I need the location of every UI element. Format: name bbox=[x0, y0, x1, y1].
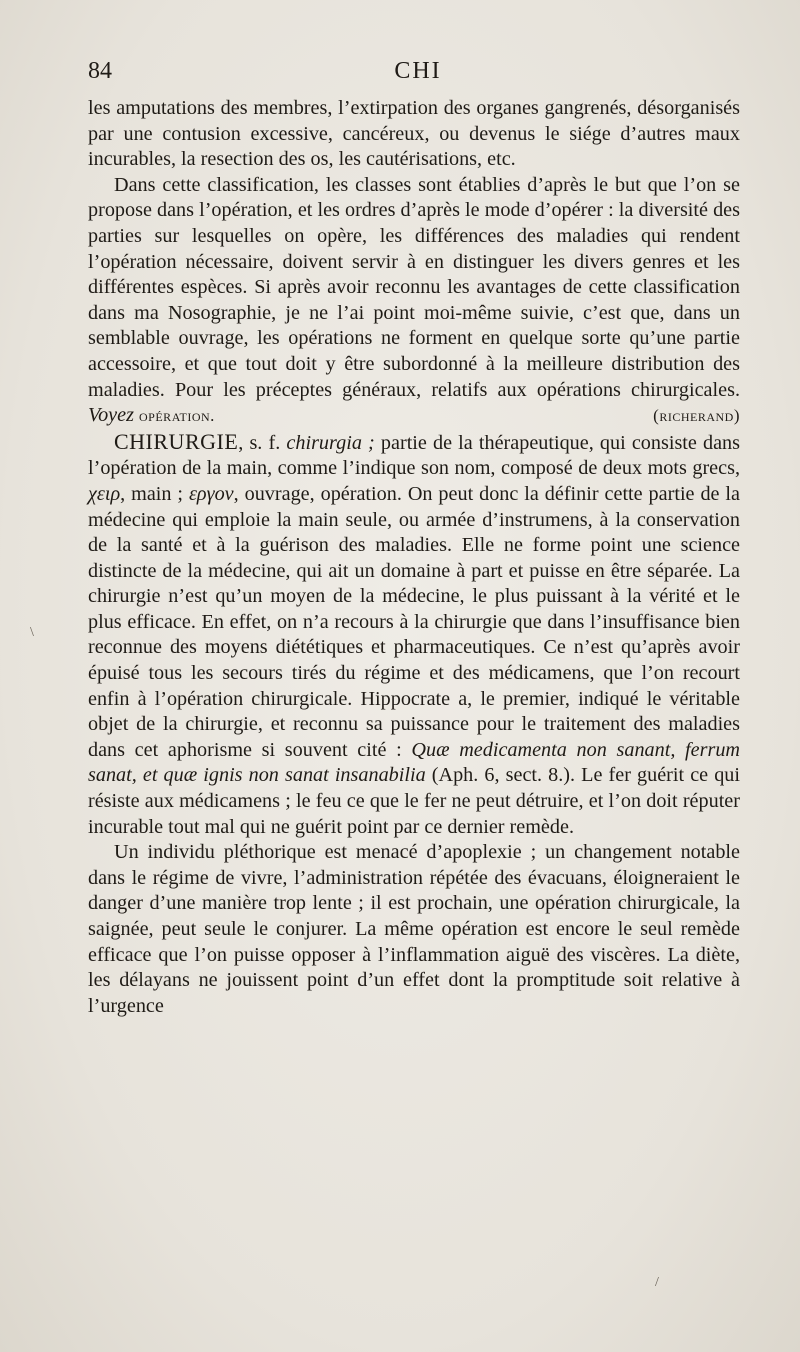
running-head: CHI bbox=[394, 58, 442, 84]
latin-aphorism: Quæ medicamenta non sanant, ferrum sanat, et quæ ignis non sanat insanabilia bbox=[88, 738, 741, 787]
cross-reference-target: opération. bbox=[139, 406, 215, 426]
paragraph-2 bbox=[88, 173, 740, 429]
paper-speck: \ bbox=[30, 625, 34, 640]
part-of-speech: , s. f. bbox=[238, 431, 281, 454]
greek-word-work: εργον bbox=[188, 482, 234, 505]
entry-text-b: , main ; bbox=[120, 482, 184, 505]
entry-term: CHIRURGIE bbox=[114, 428, 239, 454]
page-header bbox=[88, 58, 748, 92]
paragraph-2-text: Dans cette classification, les classes sont établies d’après le but que l’on se propose dans l’opération, et les ordres d’après le mode d’opérer : la diversité des parties sur lesquelles on opère, les différences des maladies qui rendent l’opération nécessaire, doivent servir à en distinguer les divers genres et les différentes espèces. Si après avoir reconnu les avantages de cette classification dans ma Nosographie, je ne l’ai point moi-même suivie, c’est que, dans un semblable ouvrage, les opérations ne forment en quelque sorte qu’une partie accessoire, et que tout doit y être subordonné à la meilleure distribution des maladies. Pour les préceptes généraux, relatifs aux opérations chirurgicales. bbox=[88, 173, 740, 401]
page-number: 84 bbox=[88, 58, 112, 84]
paragraph-4: Un individu pléthorique est menacé d’apoplexie ; un changement notable dans le régime de vivre, l’administration répétée des évacuans, éloigneraient le danger d’une manière trop lente ; il est prochain, une opération chirurgicale, la saignée, peut seule le conjurer. La même opération est encore le seul remède efficace que l’on puisse opposer à l’inflammation aiguë des viscères. La diète, les délayans ne jouissent point d’un effet dont la promptitude soit relative à l’urgence bbox=[88, 841, 740, 1017]
body-text bbox=[88, 96, 740, 1019]
cross-reference-voyez: Voyez bbox=[88, 404, 134, 427]
latin-term: chirurgia ; bbox=[286, 431, 375, 454]
entry-chirurgie bbox=[88, 429, 740, 841]
author-signature: (richerand) bbox=[653, 406, 740, 426]
entry-text-c: , ouvrage, opération. On peut donc la définir cette partie de la médecine qui emploie la main seule, ou armée d’instrumens, à la conservation de la santé et à la guérison des maladies. Elle ne forme point une science distincte de la médecine, qui ait un domaine à part et puisse en être séparée. La chirurgie n’est qu’un moyen de la médecine, le plus puissant à la vérité et le plus efficace. En effet, on n’a recours à la chirurgie que dans l’insuffisance bien reconnue des moyens diététiques et pharmaceutiques. Ce n’est qu’après avoir épuisé tous les secours tirés du régime et des médicamens, que l’on recourt enfin à l’opération chirurgicale. Hippocrate a, le premier, indiqué le véritable objet de la chirurgie, et reconnu sa puissance pour le traitement des maladies dans cet aphorisme si souvent cité : bbox=[88, 482, 740, 761]
entry-text-d: (Aph. 6, sect. 8.). Le fer guérit ce qui résiste aux médicamens ; le feu ce que le fer ne peut détruire, et l’on doit réputer incurable tout mal qui ne guérit point par ce dernier remède. bbox=[88, 764, 740, 838]
paper-speck: / bbox=[655, 1275, 659, 1290]
entry-text-a: partie de la thérapeutique, qui consiste dans l’opération de la main, comme l’indique son nom, composé de deux mots grecs, bbox=[88, 431, 741, 480]
paragraph-1: les amputations des membres, l’extirpation des organes gangrenés, désorganisés par une contusion excessive, cancéreux, ou devenus le siége d’autres maux incurables, la resection des os, les cautérisations, etc. bbox=[88, 97, 740, 171]
greek-word-hand: χειρ bbox=[88, 482, 121, 505]
